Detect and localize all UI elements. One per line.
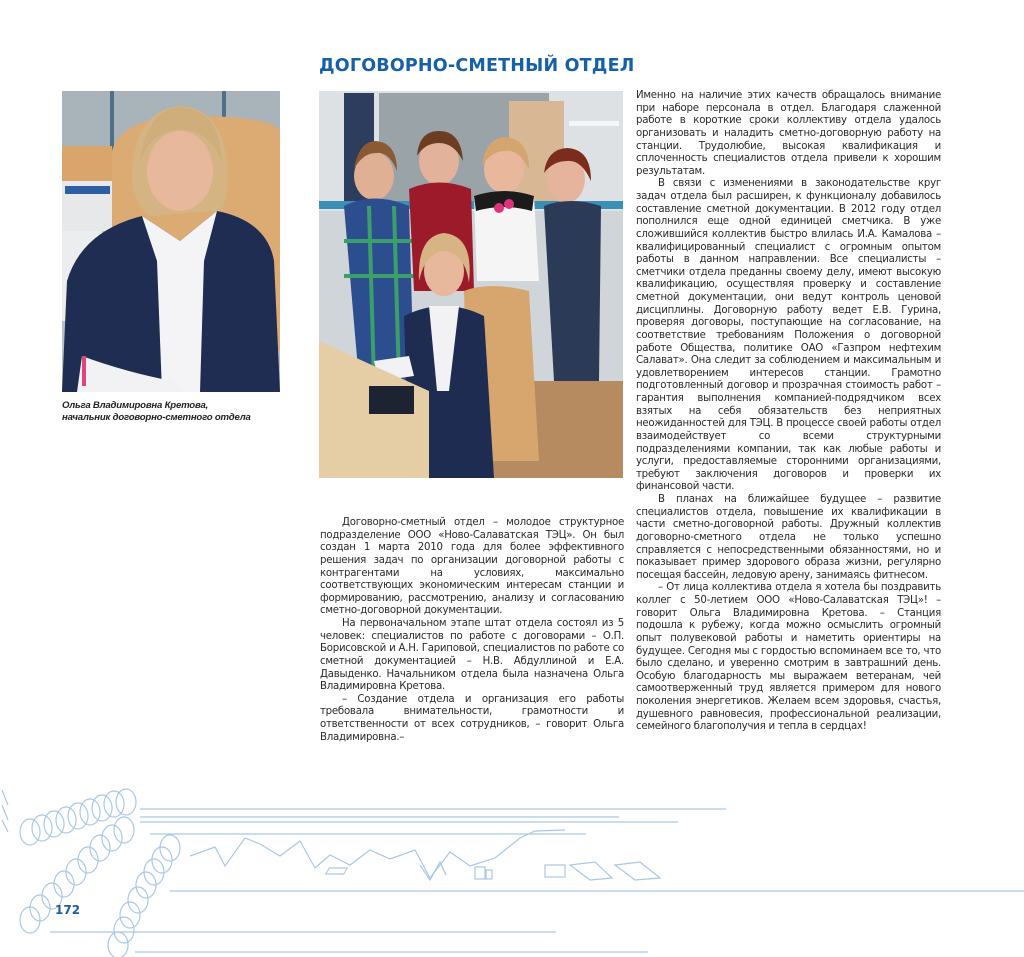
caption-position: начальник договорно-сметного отдела (62, 412, 251, 423)
paragraph: В планах на ближайшее будущее – развитие специалистов отдела, повышение их квалификации в части сметно-договорной работы. Дружный коллектив договорно-сметного отдела не только успешно справляется с непосредственными обязанностями, но и показывает пример здорового образа жизни, регулярно посещая бассейн, ледовую арену, занимаясь фитнесом. (636, 494, 941, 581)
paragraph: Именно на наличие этих качеств обращалось внимание при наборе персонала в отдел. Благодаря слаженной работе в короткие сроки коллективу отдела удалось организовать и наладить сметно-договорную работу на станции. Трудолюбие, высокая квалификация и сплоченность специалистов отдела привели к хорошим результатам. (636, 90, 941, 177)
article-column-right (636, 90, 941, 734)
article-column-left (320, 517, 624, 744)
factory-icons (326, 862, 660, 880)
page-title: ДОГОВОРНО-СМЕТНЫЙ ОТДЕЛ (319, 56, 635, 76)
decorative-footer-graphic (0, 780, 1024, 957)
paragraph: На первоначальном этапе штат отдела состоял из 5 человек: специалистов по работе с договорами – О.П. Борисовской и А.Н. Гариповой, специалистов по работе со сметной документацией – Н.В. Абдуллиной и Е.А. Давыденко. Начальником отдела была назначена Ольга Владимировна Кретова. (320, 618, 624, 693)
group-photo (319, 91, 623, 478)
page-number: 172 (55, 903, 81, 917)
paragraph: – От лица коллектива отдела я хотела бы поздравить коллег с 50-летием ООО «Ново-Салаватская ТЭЦ»! – говорит Ольга Владимировна Кретова. – Станция подошла к рубежу, когда можно осмыслить огромный опыт полувековой работы и наметить ориентиры на будущее. Сегодня мы с гордостью вспоминаем все то, что было сделано, и уверенно смотрим в завтрашний день. Особую благодарность мы выражаем ветеранам, чей самоотверженный труд является примером для нового поколения энергетиков. Желаем всем здоровья, счастья, душевного равновесия, профессиональной реализации, семейного благополучия и тепла в сердцах! (636, 582, 941, 733)
portrait-photo (62, 91, 280, 392)
paragraph: В связи с изменениями в законодательстве круг задач отдела был расширен, к функционалу добавилось составление сметной документации. В 2012 году отдел пополнился еще одной единицей сметчика. В уже сложившийся коллектив быстро влилась И.А. Камалова – квалифицированный специалист с огромным опытом работы в данном направлении. Все специалисты – сметчики отдела преданны своему делу, имеют высокую квалификацию, осуществляя проверку и составление сметной документации, они ведут контроль ценовой дисциплины. Договорную работу ведет Е.В. Гурина, проверяя договоры, поступающие на согласование, на соответствие требованиям Положения о договорной работе Общества, политике ОАО «Газпром нефтехим Салават». Она следит за соблюдением и максимальным и удовлетворением интересов станции. Грамотно подготовленный договор и прозрачная стоимость работ – гарантия выполнения компанией-подрядчиком всех взятых на себя обязательств без неприятных неожиданностей для ТЭЦ. В процессе своей работы отдел взаимодействует со всеми структурными подразделениями компании, так как любые работы и услуги, предоставляемые сторонними организациями, требуют заключения договоров и проверки их финансовой части. (636, 178, 941, 493)
portrait-caption (62, 400, 292, 424)
caption-name: Ольга Владимировна Кретова, (62, 400, 209, 411)
paragraph: – Создание отдела и организация его работы требовала внимательности, грамотности и ответственности от всех сотрудников, – говорит Ольга Владимировна.– (320, 693, 624, 743)
paragraph: Договорно-сметный отдел – молодое структурное подразделение ООО «Ново-Салаватская ТЭЦ». Он был создан 1 марта 2010 года для более эффективного решения задач по организации договорной работы с контрагентами на условиях, максимально соответствующих экономическим интересам станции и формированию, рассмотрению, анализу и согласованию сметно-договорной документации. (320, 517, 624, 617)
